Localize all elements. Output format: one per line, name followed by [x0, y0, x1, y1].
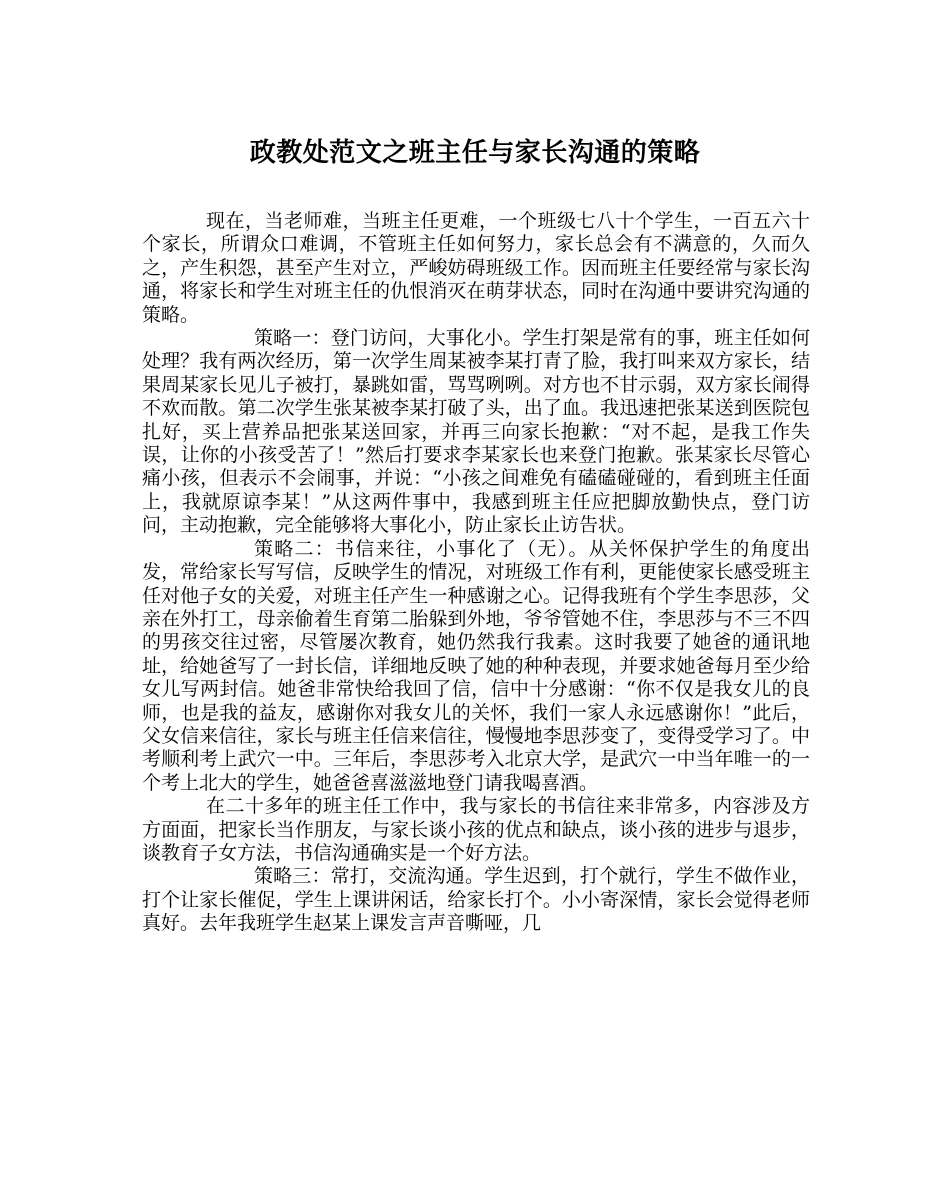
paragraph-strategy-one: 策略一：登门访问，大事化小。学生打架是常有的事，班主任如何处理？我有两次经历，第一次学生周某被李某打青了脸，我打叫来双方家长，结果周某家长见儿子被打，暴跳如雷，骂骂咧咧。对方也不甘示弱，双方家长闹得不欢而散。第二次学生张某被李某打破了头，出了血。我迅速把张某送到医院包扎好，买上营养品把张某送回家，并再三向家长抱歉：“对不起，是我工作失误，让你的小孩受苦了！”然后打要求李某家长也来登门抱歉。张某家长尽管心痛小孩，但表示不会闹事，并说：“小孩之间难免有磕磕碰碰的，看到班主任面上，我就原谅李某！”从这两件事中，我感到班主任应把脚放勤快点，登门访问，主动抱歉，完全能够将大事化小，防止家长止访告状。 [142, 327, 810, 537]
document-title: 政教处范文之班主任与家长沟通的策略 [249, 138, 701, 168]
document-body [142, 210, 810, 936]
paragraph-letters: 在二十多年的班主任工作中，我与家长的书信往来非常多，内容涉及方方面面，把家长当作朋友，与家长谈小孩的优点和缺点，谈小孩的进步与退步，谈教育子女方法，书信沟通确实是一个好方法。 [142, 795, 810, 864]
paragraph-intro: 现在，当老师难，当班主任更难，一个班级七八十个学生，一百五六十个家长，所谓众口难调，不管班主任如何努力，家长总会有不满意的，久而久之，产生积怨，甚至产生对立，严峻妨碍班级工作。因而班主任要经常与家长沟通，将家长和学生对班主任的仇恨消灭在萌芽状态，同时在沟通中要讲究沟通的策略。 [142, 210, 810, 326]
paragraph-strategy-two: 策略二：书信来往，小事化了（无）。从关怀保护学生的角度出发，常给家长写写信，反映学生的情况，对班级工作有利，更能使家长感受班主任对他子女的关爱，对班主任产生一种感谢之心。记得我班有个学生李思莎，父亲在外打工，母亲偷着生育第二胎躲到外地，爷爷管她不住，李思莎与不三不四的男孩交往过密，尽管屡次教育，她仍然我行我素。这时我要了她爸的通讯地址，给她爸写了一封长信，详细地反映了她的种种表现，并要求她爸每月至少给女儿写两封信。她爸非常快给我回了信，信中十分感谢：“你不仅是我女儿的良师，也是我的益友，感谢你对我女儿的关怀，我们一家人永远感谢你！”此后，父女信来信往，家长与班主任信来信往，慢慢地李思莎变了，变得受学习了。中考顺利考上武穴一中。三年后，李思莎考入北京大学，是武穴一中当年唯一的一个考上北大的学生，她爸爸喜滋滋地登门请我喝喜酒。 [142, 537, 810, 794]
paragraph-strategy-three: 策略三：常打，交流沟通。学生迟到，打个就行，学生不做作业，打个让家长催促，学生上课讲闲话，给家长打个。小小寄深情，家长会觉得老师真好。去年我班学生赵某上课发言声音嘶哑，几 [142, 865, 810, 935]
